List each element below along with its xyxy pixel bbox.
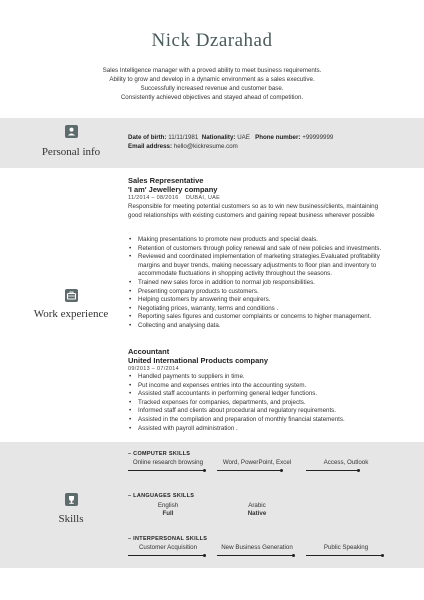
summary-line: Consistently achieved objectives and stayed ahead of competition. [120,94,304,101]
computer-skills-heading: – COMPUTER SKILLS [128,451,191,457]
dob-label: Date of birth: [128,134,167,141]
language-level: Native [247,510,267,517]
summary-line: Successfully increased revenue and customer base. [140,85,284,92]
section-title-experience: Work experience [33,308,109,320]
list-item: • Reviewed and coordinated implementation of marketing strategies.Evaluated profitability margins and buyer trends, making necessary adjustments to floor plan and inventory to accommodate fluctuations in shopping activity throughout the seasons. [128,253,398,279]
summary-line: Ability to grow and develop in a dynamic environment as a sales executive. [109,76,315,83]
skill-level-marker [203,554,206,557]
skill-name: Online research browsing [132,459,204,466]
skill-level-bar [128,470,204,471]
person-icon [65,125,78,138]
job-bullets [128,373,398,433]
skill-level-marker [292,554,295,557]
job-bullets [128,236,398,331]
candidate-name: Nick Dzarahad [151,30,273,51]
list-item: • Tracked expenses for companies, departments, and projects. [128,399,398,408]
personal-row-1 [128,133,333,142]
languages-skills-heading: – LANGUAGES SKILLS [128,493,195,499]
list-item: • Informed staff and clients about procedural and regulatory requirements. [128,407,398,416]
interpersonal-skills-heading: – INTERPERSONAL SKILLS [128,536,208,542]
skill-level-bar [217,470,281,471]
skill-name: Access, Outlook [323,459,369,466]
briefcase-icon [65,289,78,302]
skill-level-bar [306,555,382,556]
list-item: • Retention of customers through policy renewal and sale of new policies and investments. [128,245,398,254]
job-title: Accountant [128,347,170,356]
dob-value: 11/11/1981 [168,134,199,141]
list-item: • Assisted staff accountants in performing general ledger functions. [128,390,398,399]
email-label: Email address: [128,143,173,150]
job-dates [128,195,220,201]
list-item: • Negotiating prices, warranty, terms and conditions . [128,305,398,314]
list-item: • Put income and expenses entries into the accounting system. [128,382,398,391]
list-item: • Presenting company products to customers. [128,288,398,297]
skill-level-marker [280,469,283,472]
language-name: Arabic [248,502,266,509]
skill-level-bar [128,555,204,556]
nationality-label: Nationality: [201,134,236,141]
list-item: • Making presentations to promote new products and special deals. [128,236,398,245]
job-title: Sales Representative [128,176,204,185]
email-value[interactable]: hello@kickresume.com [173,143,238,150]
job-description: Responsible for meeting potential customers so as to win new business/clients, maintaining good relationships with existing customers and gaining repeat business wherever possible [128,203,379,219]
list-item: • Helping customers by answering their enquirers. [128,296,398,305]
summary [0,66,424,102]
job-date-range: 09/2013 – 07/2014 [128,366,179,372]
skill-level-bar [306,470,358,471]
job-date-range: 11/2014 – 08/2016 [128,195,179,201]
summary-line: Sales Intelligence manager with a proved ability to meet business requirements. [102,67,322,74]
language-name: English [157,502,179,509]
skill-level-marker [203,469,206,472]
section-title-personal: Personal info [41,146,101,158]
skill-level-bar [217,555,293,556]
skill-name: Customer Acquisition [138,544,198,551]
skill-level-marker [357,469,360,472]
personal-row-2 [128,142,238,151]
phone-value: +99999999 [302,134,334,141]
list-item: • Assisted in the compilation and preparation of monthly financial statements. [128,416,398,425]
list-item: • Assisted with payroll administration . [128,425,398,434]
skill-level-marker [381,554,384,557]
job-location: DUBAI, UAE [185,195,221,201]
list-item: • Reporting sales figures and customer complaints or concerns to higher management. [128,313,398,322]
language-level: Full [162,510,174,517]
trophy-icon [65,493,78,506]
list-item: • Trained new sales force in addition to normal job responsibilities. [128,279,398,288]
skill-name: Word, PowerPoint, Excel [222,459,292,466]
skill-name: New Business Generation [221,544,293,551]
skill-name: Public Speaking [323,544,369,551]
job-company: United International Products company [128,356,269,365]
nationality-value: UAE [237,134,250,141]
job-company: 'I am' Jewellery company [128,185,218,194]
section-title-skills: Skills [58,513,84,525]
list-item: • Collecting and analysing data. [128,322,398,331]
list-item: • Handled payments to suppliers in time. [128,373,398,382]
phone-label: Phone number: [255,134,301,141]
